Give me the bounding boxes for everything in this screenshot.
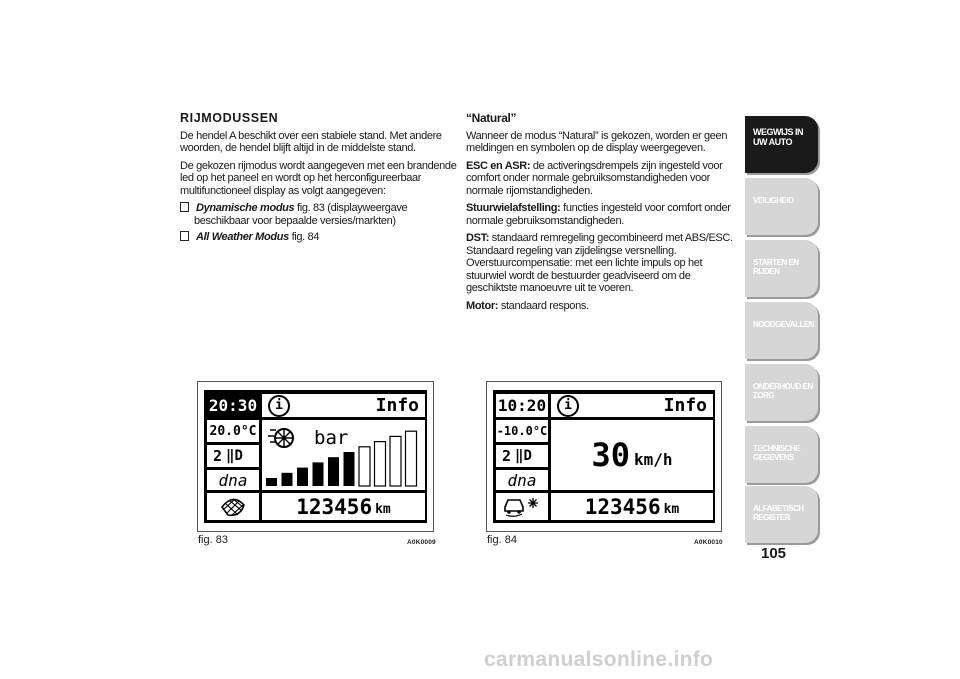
boost-bar <box>359 447 370 486</box>
definition-term: Stuurwielafstelling: <box>466 202 561 214</box>
speed-panel <box>551 420 713 490</box>
boost-bar <box>282 473 293 486</box>
definition-motor <box>466 300 738 313</box>
figure-caption: fig. 83 <box>198 534 228 546</box>
definition-esc <box>466 160 738 198</box>
turbo-boost-panel <box>262 420 425 490</box>
tab-label: STARTEN EN RIJDEN <box>753 258 799 276</box>
paragraph: De gekozen rijmodus wordt aangegeven met een brandende led op het paneel en wordt op het herconfigureerbaar multifunctioneel display as volgt aangegeven: <box>180 159 457 197</box>
definition-dst <box>466 232 738 295</box>
tab-starten-en-rijden[interactable] <box>745 240 818 297</box>
tab-label: ONDERHOUD EN ZORG <box>753 382 813 400</box>
headlight-icon: ‖D <box>515 448 532 464</box>
definition-steering <box>466 202 738 227</box>
tab-label: VEILIGHEID <box>753 196 794 205</box>
temperature-readout: -10.0°C <box>496 420 548 442</box>
boost-bar <box>328 457 339 486</box>
definition-text: functies ingesteld voor comfort onder normale gebruiksomstandigheden. <box>466 202 731 227</box>
right-column <box>466 112 738 317</box>
dynamic-mode-icon <box>207 493 259 520</box>
speed-unit: km/h <box>634 449 673 469</box>
checkbox-bullet-icon <box>180 231 189 241</box>
tab-label: NOODGEVALLEN <box>753 320 814 329</box>
tab-label: ALFABETISCH REGISTER <box>753 504 804 522</box>
paragraph: De hendel A beschikt over een stabiele stand. Met andere woorden, de hendel blijft altijd in de middelste stand. <box>180 129 442 154</box>
tab-technische-gegevens[interactable] <box>745 426 818 483</box>
dna-mode-label: dna <box>207 470 259 490</box>
list-item <box>180 231 460 244</box>
list-item-text: fig. 83 (displayweergave beschikbaar voor bepaalde versies/markten) <box>194 202 408 227</box>
info-label: Info <box>663 395 707 416</box>
tab-wegwijs-in-uw-auto[interactable] <box>745 116 818 173</box>
speed-value: 30 <box>591 436 630 474</box>
figure-code: A0K0009 <box>407 539 436 546</box>
odometer-unit: km <box>375 502 391 517</box>
all-weather-mode-icon <box>496 493 548 520</box>
list-item-term: All Weather Modus <box>196 231 289 243</box>
section-heading: RIJMODUSSEN <box>180 111 279 125</box>
tab-onderhoud-en-zorg[interactable] <box>745 364 818 421</box>
definition-term: DST: <box>466 232 490 244</box>
definition-text: standaard remregeling gecombineerd met ABS/ESC. Standaard regeling van zijdelingse versnelling. Overstuurcompensatie: met een lichte impuls op het stuurwiel wordt de bestuurder geadviseerd om de geschiktste manoeuvre uit te voeren. <box>466 232 733 294</box>
gear-indicator <box>207 445 259 467</box>
list-item <box>180 202 460 227</box>
dynamic-net-icon <box>218 495 248 519</box>
info-label: Info <box>375 395 419 416</box>
checkbox-bullet-icon <box>180 202 189 212</box>
clock-readout: 10:20 <box>497 396 547 415</box>
boost-bar <box>297 468 308 486</box>
odometer-unit: km <box>663 502 680 517</box>
info-icon: i <box>268 395 290 417</box>
boost-bar <box>390 436 401 486</box>
tab-veiligheid[interactable] <box>745 178 818 235</box>
tab-noodgevallen[interactable] <box>745 302 818 359</box>
paragraph: Wanneer de modus “Natural” is gekozen, worden er geen meldingen en symbolen op de display weergegeven. <box>466 129 728 154</box>
boost-bar-graph <box>262 420 425 490</box>
tab-alfabetisch-register[interactable] <box>745 486 818 543</box>
boost-bar <box>313 462 324 486</box>
left-column <box>180 112 460 248</box>
clock-readout: 20:30 <box>208 396 258 415</box>
boost-bar <box>406 431 417 486</box>
definition-term: Motor: <box>466 299 499 312</box>
car-snowflake-icon <box>500 494 544 519</box>
boost-bar <box>344 452 355 486</box>
figure-code: A0K0010 <box>694 539 723 546</box>
temperature-readout: 20.0°C <box>207 420 259 442</box>
tab-label: TECHNISCHE GEGEVENS <box>753 444 801 462</box>
list-item-term: Dynamische modus <box>196 202 295 214</box>
odometer <box>551 493 713 520</box>
gear-indicator <box>496 445 548 467</box>
info-bar <box>262 394 425 417</box>
definition-text: de activeringsdrempels zijn ingesteld voor comfort onder normale gebruiksomstandigheden voor normale rijomstandigheden. <box>466 159 723 197</box>
dna-mode-label: dna <box>496 470 548 490</box>
boost-bar <box>375 442 386 486</box>
odometer <box>262 493 425 520</box>
headlight-icon: ‖D <box>226 448 243 464</box>
page-number: 105 <box>761 545 787 562</box>
definition-term: ESC en ASR: <box>466 159 531 172</box>
definition-text: standaard respons. <box>498 299 589 312</box>
info-bar <box>551 394 713 417</box>
odometer-value: 123456 <box>584 494 661 519</box>
list-item-text: fig. 84 <box>288 231 320 243</box>
gear-value: 2 <box>213 447 223 465</box>
boost-unit-label: bar <box>314 427 349 449</box>
subsection-heading: “Natural” <box>466 111 517 125</box>
tab-label: WEGWIJS IN UW AUTO <box>753 127 804 147</box>
turbo-icon <box>268 429 293 447</box>
figure-83-display <box>197 381 434 532</box>
figure-84-display <box>486 381 722 532</box>
watermark-text: carmanualsonline.info <box>484 648 714 671</box>
info-icon: i <box>557 395 579 417</box>
boost-bar <box>266 478 277 486</box>
display-screen <box>493 390 715 523</box>
odometer-value: 123456 <box>296 494 373 519</box>
figure-caption: fig. 84 <box>487 534 517 546</box>
gear-value: 2 <box>502 447 512 465</box>
display-screen <box>204 390 427 523</box>
